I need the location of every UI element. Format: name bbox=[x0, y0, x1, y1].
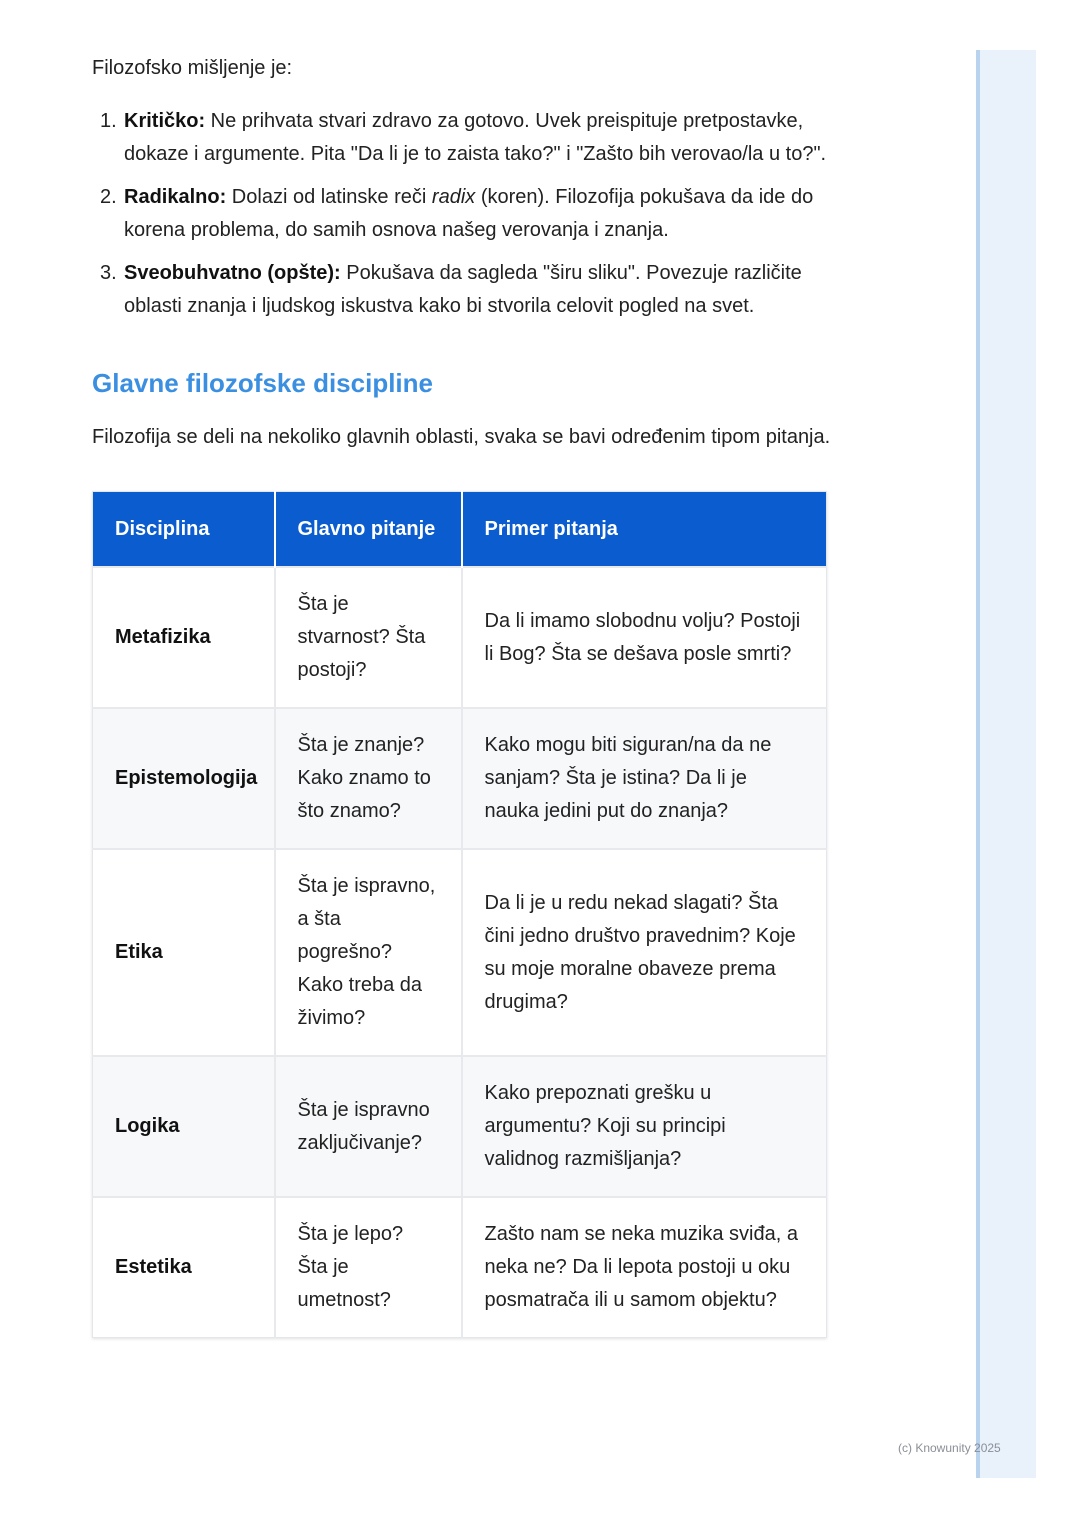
column-header: Disciplina bbox=[93, 492, 275, 568]
copyright-footer: (c) Knowunity 2025 bbox=[898, 1441, 1001, 1455]
list-text: Dolazi od latinske reči bbox=[226, 186, 432, 208]
table-row bbox=[93, 708, 827, 849]
list-text: Pokušava da sagleda "širu sliku". Povezuje različite oblasti znanja i ljudskog iskustva kako bi stvorila celovit pogled na svet. bbox=[124, 262, 802, 317]
main-question-cell: Šta je lepo? Šta je umetnost? bbox=[275, 1197, 462, 1338]
example-question-cell: Kako prepoznati grešku u argumentu? Koji su principi validnog razmišljanja? bbox=[462, 1056, 827, 1197]
table-row bbox=[93, 849, 827, 1056]
list-item bbox=[92, 257, 832, 323]
list-term: Kritičko: bbox=[124, 110, 206, 132]
list-term: Sveobuhvatno (opšte): bbox=[124, 262, 341, 284]
list-number: 1. bbox=[100, 110, 117, 132]
document-content bbox=[92, 52, 832, 1338]
list-text: (koren). Filozofija pokušava da ide do korena problema, do samih osnova našeg verovanja i znanja. bbox=[124, 186, 814, 241]
discipline-cell: Logika bbox=[93, 1056, 275, 1197]
example-question-cell: Kako mogu biti siguran/na da ne sanjam? Šta je istina? Da li je nauka jedini put do znanja? bbox=[462, 708, 827, 849]
discipline-cell: Metafizika bbox=[93, 567, 275, 708]
example-question-cell: Da li imamo slobodnu volju? Postoji li Bog? Šta se dešava posle smrti? bbox=[462, 567, 827, 708]
column-header: Glavno pitanje bbox=[275, 492, 462, 568]
list-term: Radikalno: bbox=[124, 186, 227, 208]
table-header-row bbox=[93, 492, 827, 568]
section-paragraph: Filozofija se deli na nekoliko glavnih oblasti, svaka se bavi određenim tipom pitanja. bbox=[92, 426, 831, 448]
example-question-cell: Zašto nam se neka muzika sviđa, a neka ne? Da li lepota postoji u oku posmatrača ili u samom objektu? bbox=[462, 1197, 827, 1338]
table-row bbox=[93, 567, 827, 708]
list-number: 2. bbox=[100, 186, 117, 208]
intro-text: Filozofsko mišljenje je: bbox=[92, 57, 293, 79]
table-row bbox=[93, 1056, 827, 1197]
section-title: Glavne filozofske discipline bbox=[92, 368, 433, 398]
list-item bbox=[92, 105, 832, 171]
discipline-cell: Epistemologija bbox=[93, 708, 275, 849]
list-text: Ne prihvata stvari zdravo za gotovo. Uvek preispituje pretpostavke, dokaze i argumente. Pita "Da li je to zaista tako?" i "Zašto bih verovao/la u to?". bbox=[124, 110, 827, 165]
discipline-cell: Estetika bbox=[93, 1197, 275, 1338]
list-item bbox=[92, 181, 832, 247]
example-question-cell: Da li je u redu nekad slagati? Šta čini jedno društvo pravednim? Koje su moje moralne obaveze prema drugima? bbox=[462, 849, 827, 1056]
column-header: Primer pitanja bbox=[462, 492, 827, 568]
disciplines-table bbox=[92, 491, 827, 1338]
main-question-cell: Šta je stvarnost? Šta postoji? bbox=[275, 567, 462, 708]
main-question-cell: Šta je ispravno zaključivanje? bbox=[275, 1056, 462, 1197]
main-question-cell: Šta je ispravno, a šta pogrešno? Kako treba da živimo? bbox=[275, 849, 462, 1056]
thinking-traits-list bbox=[92, 105, 832, 323]
main-question-cell: Šta je znanje? Kako znamo to što znamo? bbox=[275, 708, 462, 849]
discipline-cell: Etika bbox=[93, 849, 275, 1056]
list-number: 3. bbox=[100, 262, 117, 284]
table-row bbox=[93, 1197, 827, 1338]
list-italic-term: radix bbox=[431, 186, 476, 208]
side-panel bbox=[976, 50, 1036, 1478]
